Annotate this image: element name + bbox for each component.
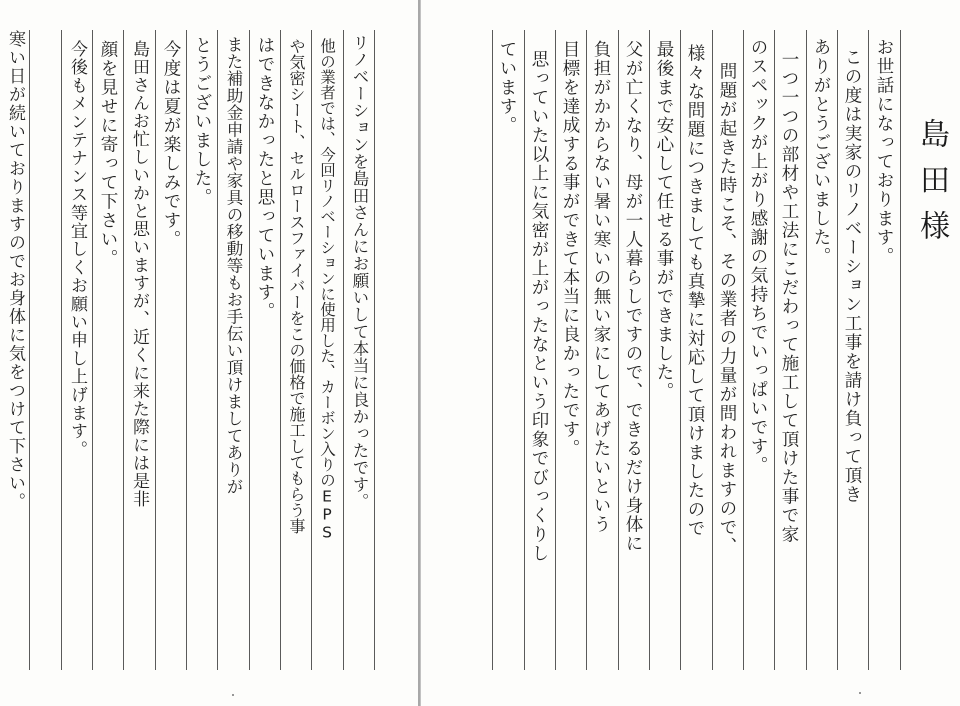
ruled-line (374, 30, 375, 670)
ruled-line (806, 30, 807, 670)
ruled-line (555, 30, 556, 670)
letter-line: 思っていた以上に気密が上がったなという印象でびっくりし (529, 50, 549, 563)
letter-line: 今度は夏が楽しみです。 (161, 40, 181, 249)
letter-line: この度は実家のリノベーション工事を請け負って頂き (842, 48, 862, 504)
ruled-line (774, 30, 775, 670)
ruled-line (155, 30, 156, 670)
ruled-line (280, 30, 281, 670)
ruled-line (837, 30, 838, 670)
letter-line: とうございました。 (192, 36, 212, 207)
letter-line: 今後もメンテナンス等宜しくお願い申し上げます。 (67, 40, 87, 459)
letter-line: 島田さんお忙しいかと思いますが、近くに来た際には是非 (129, 40, 149, 508)
ruled-line (123, 30, 124, 670)
left-page (0, 0, 418, 706)
letter-line: 最後まで安心して任せる事ができました。 (654, 40, 674, 401)
ruled-line (61, 30, 62, 670)
ruled-line (92, 30, 93, 670)
ruled-line (249, 30, 250, 670)
letter-line: 一つ一つの部材や工法にこだわって施工して頂けた事で家 (779, 50, 799, 544)
addressee: 島田様 (914, 118, 949, 256)
letter-line: のスペックが上がり感謝の気持ちでいっぱいです。 (748, 38, 768, 475)
letter-line: 父が亡くなり、母が一人暮らしですので、できるだけ身体に (623, 40, 643, 553)
ruled-line (900, 30, 901, 670)
ruled-line (649, 30, 650, 670)
ruled-line (712, 30, 713, 670)
letter-line: や気密シート、セルロースファイバーをこの価格で施工してもらう事 (287, 38, 306, 534)
ruled-line (492, 30, 493, 670)
ruled-line (618, 30, 619, 670)
scan-speck (859, 692, 861, 694)
ruled-line (311, 30, 312, 670)
ruled-line (680, 30, 681, 670)
letter-line: また補助金申請や家具の移動等もお手伝い頂けましてありが (224, 36, 243, 495)
letter-line: 負担がかからない暑い寒いの無い家にしてあげたいという (591, 40, 611, 534)
letter-line: 他の業者では、今回リノベーションに使用した、カーボン入りのEPS (318, 38, 336, 542)
letter-line: はできなかったと思っています。 (255, 36, 275, 321)
letter-line: 寒い日が続いておりますのでお身体に気をつけて下さい。 (5, 30, 25, 511)
ruled-line (868, 30, 869, 670)
letter-line: 問題が起きた時こそ、その業者の力量が問われますので、 (717, 62, 737, 556)
letter-line: 様々な問題につきましても真摯に対応して頂けましたので (685, 44, 705, 538)
ruled-line (186, 30, 187, 670)
scan-speck (232, 694, 234, 696)
ruled-line (29, 30, 30, 670)
letter-line: リノベーションを島田さんにお願いして本当に良かったです。 (350, 34, 369, 510)
letter-line: ています。 (497, 40, 517, 135)
ruled-line (217, 30, 218, 670)
ruled-line (524, 30, 525, 670)
ruled-line (343, 30, 344, 670)
ruled-line (743, 30, 744, 670)
right-page (421, 0, 960, 706)
letter-line: 顔を見せに寄って下さい。 (98, 40, 118, 268)
letter-line: お世話になっております。 (874, 38, 894, 266)
letter-line: ありがとうございました。 (811, 38, 831, 266)
letter-line: 目標を達成する事ができて本当に良かったです。 (560, 40, 580, 458)
ruled-line (586, 30, 587, 670)
